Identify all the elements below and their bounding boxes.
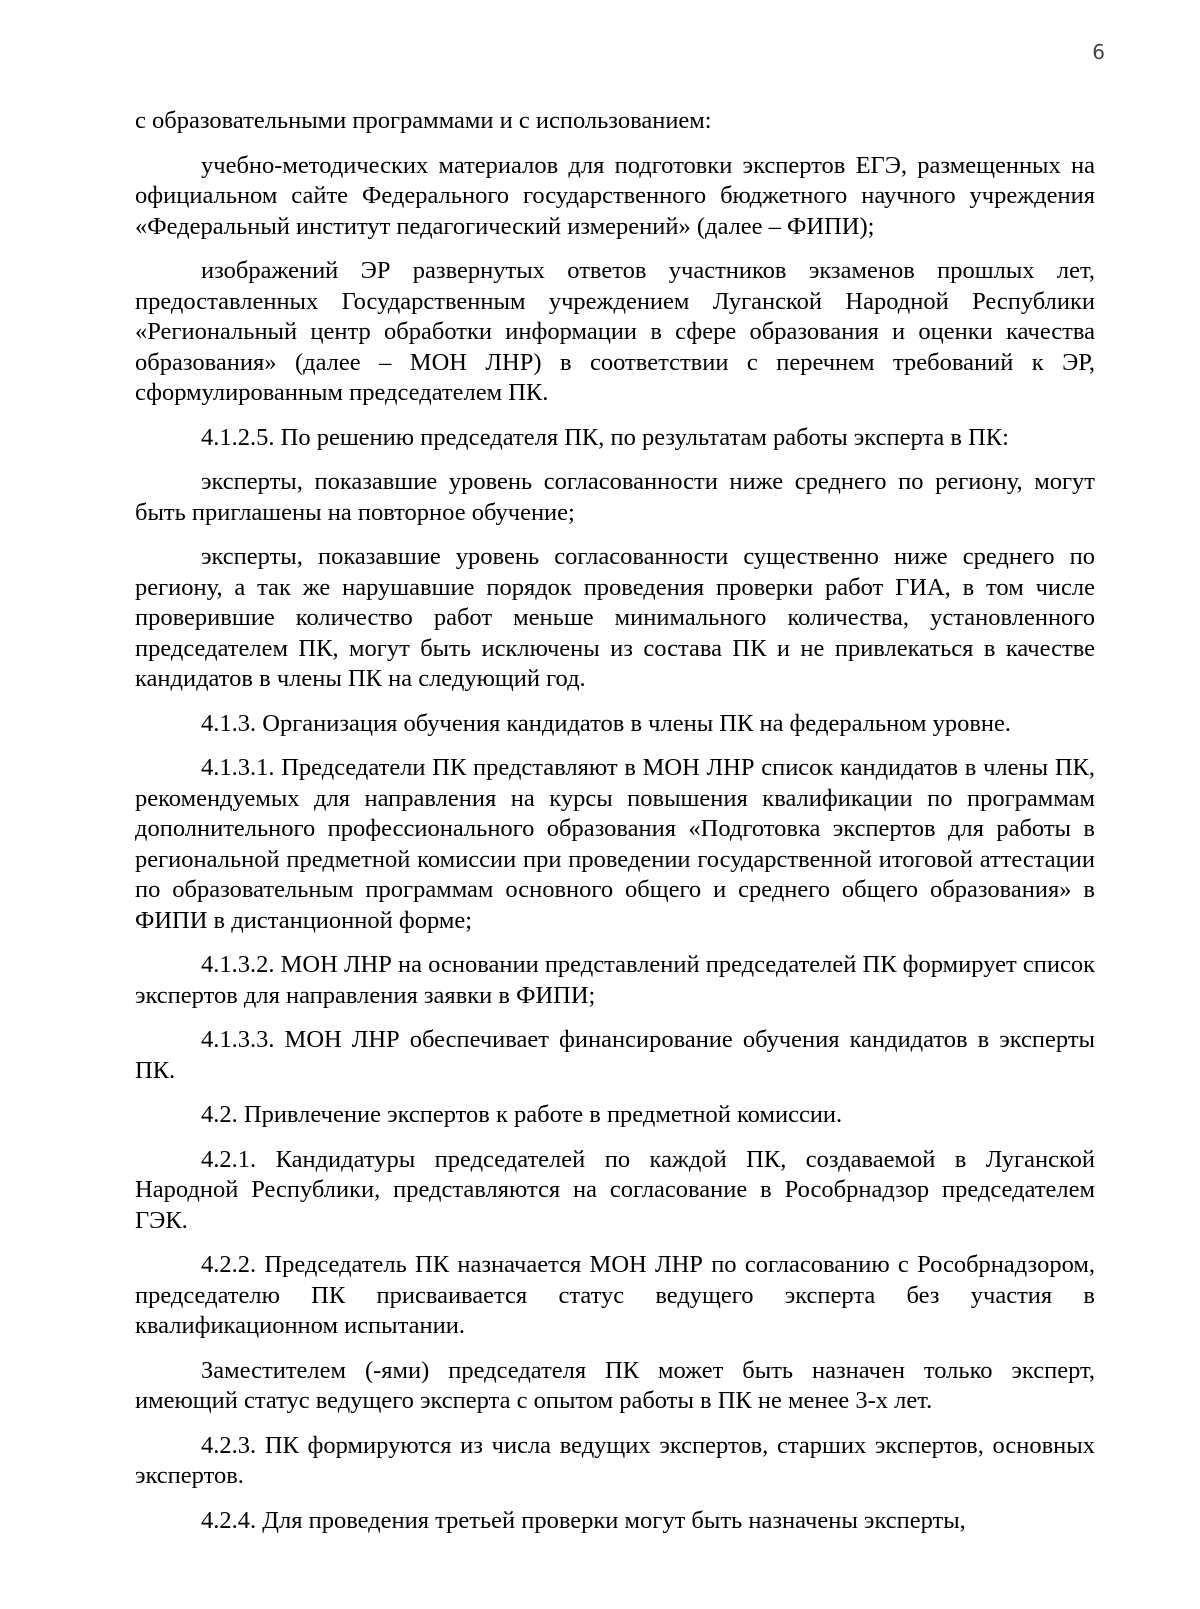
paragraph-fipi-materials: учебно-методических материалов для подготовки экспертов ЕГЭ, размещенных на официальном сайте Федерального государственного бюджетного научного учреждения «Федеральный институт педагогический измерений» (далее – ФИПИ); <box>135 151 1095 240</box>
paragraph-exclusion: эксперты, показавшие уровень согласованности существенно ниже среднего по региону, а так же нарушавшие порядок проведения проверки работ ГИА, в том числе проверившие количество работ меньше минимального количества, установленного председателем ПК, могут быть исключены из состава ПК и не привлекаться в качестве кандидатов в члены ПК на следующий год. <box>135 543 1095 692</box>
paragraph-4-2-4: 4.2.4. Для проведения третьей проверки могут быть назначены эксперты, <box>201 1506 966 1534</box>
paragraph-4-2-2: 4.2.2. Председатель ПК назначается МОН ЛНР по согласованию с Рособрнадзором, председателю ПК присваивается статус ведущего эксперта без участия в квалификационном испытании. <box>135 1251 1095 1339</box>
paragraph-4-1-3: 4.1.3. Организация обучения кандидатов в члены ПК на федеральном уровне. <box>201 709 1012 737</box>
paragraph-er-images: изображений ЭР развернутых ответов участников экзаменов прошлых лет, предоставленных Государственным учреждением Луганской Народной Республики «Региональный центр обработки информации в сфере образования и оценки качества образования» (далее – МОН ЛНР) в соответствии с перечнем требований к ЭР, сформулированным председателем ПК. <box>135 257 1095 406</box>
paragraph-4-2: 4.2. Привлечение экспертов к работе в предметной комиссии. <box>201 1101 843 1128</box>
paragraph-deputy-chair: Заместителем (-ями) председателя ПК может быть назначен только эксперт, имеющий статус ведущего эксперта с опытом работы в ПК не менее 3-х лет. <box>135 1356 1095 1414</box>
paragraph-4-2-1: 4.2.1. Кандидатуры председателей по каждой ПК, создаваемой в Луганской Народной Республики, представляются на согласование в Рособрнадзор председателем ГЭК. <box>135 1145 1095 1234</box>
paragraph-retraining: эксперты, показавшие уровень согласованности ниже среднего по региону, могут быть приглашены на повторное обучение; <box>135 468 1095 526</box>
page-number: 6 <box>1092 40 1105 64</box>
paragraph-4-1-3-3: 4.1.3.3. МОН ЛНР обеспечивает финансирование обучения кандидатов в эксперты ПК. <box>135 1026 1095 1084</box>
paragraph-continuation: с образовательными программами и с использованием: <box>135 107 712 134</box>
paragraph-4-2-3: 4.2.3. ПК формируются из числа ведущих экспертов, старших экспертов, основных экспертов. <box>135 1431 1095 1489</box>
paragraph-4-1-3-2: 4.1.3.2. МОН ЛНР на основании представлений председателей ПК формирует список экспертов для направления заявки в ФИПИ; <box>135 951 1095 1009</box>
paragraph-4-1-3-1: 4.1.3.1. Председатели ПК представляют в МОН ЛНР список кандидатов в члены ПК, рекомендуемых для направления на курсы повышения квалификации по программам дополнительного профессионального образования «Подготовка экспертов для работы в региональной предметной комиссии при проведении государственной итоговой аттестации по образовательным программам основного общего и среднего общего образования» в ФИПИ в дистанционной форме; <box>135 754 1095 934</box>
document-body <box>135 106 1095 1550</box>
paragraph-4-1-2-5: 4.1.2.5. По решению председателя ПК, по результатам работы эксперта в ПК: <box>201 423 1009 451</box>
